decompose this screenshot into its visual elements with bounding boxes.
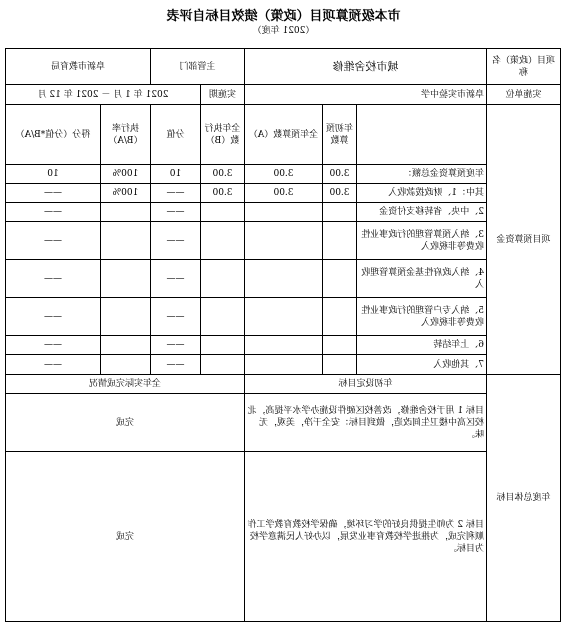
funds-row-exec [201,298,245,336]
page-subtitle: （2021 年度） [252,26,315,36]
funds-row-value: —— [150,355,200,375]
goals-header-target: 年初设定目标 [245,375,487,394]
project-name-value: 城市校舍维修 [245,49,487,85]
funds-row-exec [201,260,245,298]
dept-label: 主管部门 [150,49,244,85]
funds-row-exec [201,336,245,355]
funds-row-score: —— [5,222,100,260]
goal-row [5,394,560,452]
funds-row-label: 3、纳入预算管理的行政事业性收费等非税收入 [357,222,487,260]
funds-row [5,355,560,375]
goals-header-row [5,375,560,394]
funds-section-label: 项目预算资金 [487,105,561,375]
unit-row [5,85,560,105]
funds-row [5,260,560,298]
funds-row-value: 10 [150,165,200,184]
funds-row-rate: 100% [100,165,150,184]
funds-row-rate [100,355,150,375]
funds-row [5,298,560,336]
funds-row-exec [201,355,245,375]
funds-row-value: —— [150,184,200,203]
period-value: 2021 年 1 月 － 2021 年 12 月 [5,85,200,105]
funds-row-label: 4、纳入政府性基金预算管理收入 [357,260,487,298]
funds-row-initial [323,260,357,298]
funds-row-full [245,260,323,298]
funds-row-full [245,222,323,260]
funds-row-full [245,336,323,355]
funds-row-rate [100,260,150,298]
funds-row-score: —— [5,260,100,298]
funds-row-value: —— [150,203,200,222]
funds-row-initial [323,355,357,375]
goal-actual: 完成 [5,394,244,452]
funds-row-initial: 3.00 [323,165,357,184]
funds-row-score: —— [5,203,100,222]
funds-row-rate [100,222,150,260]
funds-row-label: 5、纳入专户管理的行政事业性收费等非税收入 [357,298,487,336]
funds-row-full [245,355,323,375]
unit-label: 实施单位 [487,85,561,105]
funds-header-blank [357,105,487,165]
header-score-value: 分值 [150,105,200,165]
funds-row-label: 7、其他收入 [357,355,487,375]
funds-row [5,165,560,184]
funds-row-score: 10 [5,165,100,184]
funds-row [5,203,560,222]
funds-row-label: 6、上年结转 [357,336,487,355]
funds-row-label: 其中：1、财政拨款收入 [357,184,487,203]
goal-actual: 完成 [5,452,244,622]
funds-row-exec [201,203,245,222]
funds-row [5,222,560,260]
funds-row-exec [201,222,245,260]
funds-row-value: —— [150,298,200,336]
goal-target: 目标 1 用于校舍维修，改善校区硬件设施办学水平提高，北校区高中楼卫生间改造，做到目标：安全干净，美观，无味。 [245,394,487,452]
funds-row-score: —— [5,336,100,355]
funds-row-rate: 100% [100,184,150,203]
funds-row-score: —— [5,298,100,336]
period-label: 实施期 [201,85,245,105]
project-name-label: 项目（政策）名称 [487,49,561,85]
funds-row-rate [100,203,150,222]
header-full-year: 全年预算数（A） [245,105,323,165]
unit-value: 阜新市实验中学 [245,85,487,105]
funds-row-full [245,298,323,336]
funds-row-value: —— [150,222,200,260]
funds-row-initial [323,222,357,260]
funds-row-initial: 3.00 [323,184,357,203]
goal-row [5,452,560,622]
goals-header-actual: 全年实际完成情况 [5,375,244,394]
funds-row-full: 3.00 [245,165,323,184]
page-title: 市本级预算项目（政策）绩效目标自评表 [166,9,401,24]
funds-row-score: —— [5,355,100,375]
goal-target: 目标 2 为师生提供良好的学习环境，确保学校教育教学工作顺利完成，为推进学校教育事业发展，以办好人民满意学校为目标。 [245,452,487,622]
funds-row-label: 2、中央、省转移支付资金 [357,203,487,222]
funds-row [5,184,560,203]
funds-header-row [5,105,560,165]
header-exec-rate: 执行率（B/A） [100,105,150,165]
funds-row-initial [323,298,357,336]
header-executed: 全年执行数（B） [201,105,245,165]
funds-row-value: —— [150,336,200,355]
funds-row-initial [323,203,357,222]
funds-row-rate [100,336,150,355]
funds-row-exec: 3.00 [201,184,245,203]
dept-value: 阜新市教育局 [5,49,150,85]
funds-row [5,336,560,355]
evaluation-table [5,48,561,622]
project-name-row [5,49,560,85]
funds-row-score: —— [5,184,100,203]
funds-row-exec: 3.00 [201,165,245,184]
header-score: 得分（分值*B/A） [5,105,100,165]
goals-section-label: 年度总体目标 [487,375,561,622]
header-initial: 年初预算数 [323,105,357,165]
funds-row-initial [323,336,357,355]
funds-row-rate [100,298,150,336]
funds-row-value: —— [150,260,200,298]
funds-row-full: 3.00 [245,184,323,203]
funds-row-full [245,203,323,222]
funds-row-label: 年度预算资金总额： [357,165,487,184]
